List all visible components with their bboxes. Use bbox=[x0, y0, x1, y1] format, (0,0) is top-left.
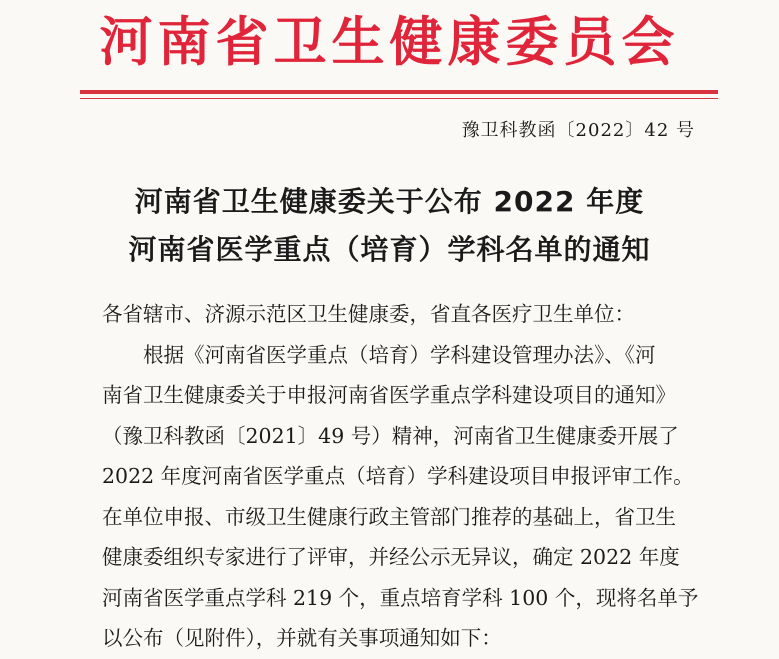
letterhead bbox=[0, 0, 779, 78]
document-title-line-1: 河南省卫生健康委关于公布 2022 年度 bbox=[134, 185, 645, 218]
salutation: 各省辖市、济源示范区卫生健康委，省直各医疗卫生单位： bbox=[102, 302, 635, 326]
body-line: 在单位申报、市级卫生健康行政主管部门推荐的基础上，省卫生 bbox=[102, 504, 676, 529]
document-number: 豫卫科教函〔2022〕42 号 bbox=[461, 120, 695, 141]
body-line: 健康委组织专家进行了评审，并经公示无异议，确定 2022 年度 bbox=[102, 545, 680, 569]
body-line: 2022 年度河南省医学重点（培育）学科建设项目申报评审工作。 bbox=[102, 464, 694, 488]
letterhead-red-rule bbox=[80, 90, 718, 94]
organization-name: 河南省卫生健康委员会 bbox=[99, 11, 680, 73]
document-title-line-2: 河南省医学重点（培育）学科名单的通知 bbox=[128, 233, 651, 266]
body-line: 以公布（见附件），并就有关事项通知如下： bbox=[102, 626, 502, 650]
letterhead-red-rule-thin bbox=[80, 98, 718, 99]
body-line: 根据《河南省医学重点（培育）学科建设管理办法》、《河 bbox=[143, 342, 656, 367]
body-line: （豫卫科教函〔2021〕49 号）精神，河南省卫生健康委开展了 bbox=[102, 423, 679, 448]
body-line: 南省卫生健康委关于申报河南省医学重点学科建设项目的通知》 bbox=[102, 383, 676, 407]
body-line: 河南省医学重点学科 219 个，重点培育学科 100 个，现将名单予 bbox=[102, 585, 699, 610]
document-body bbox=[102, 294, 699, 659]
